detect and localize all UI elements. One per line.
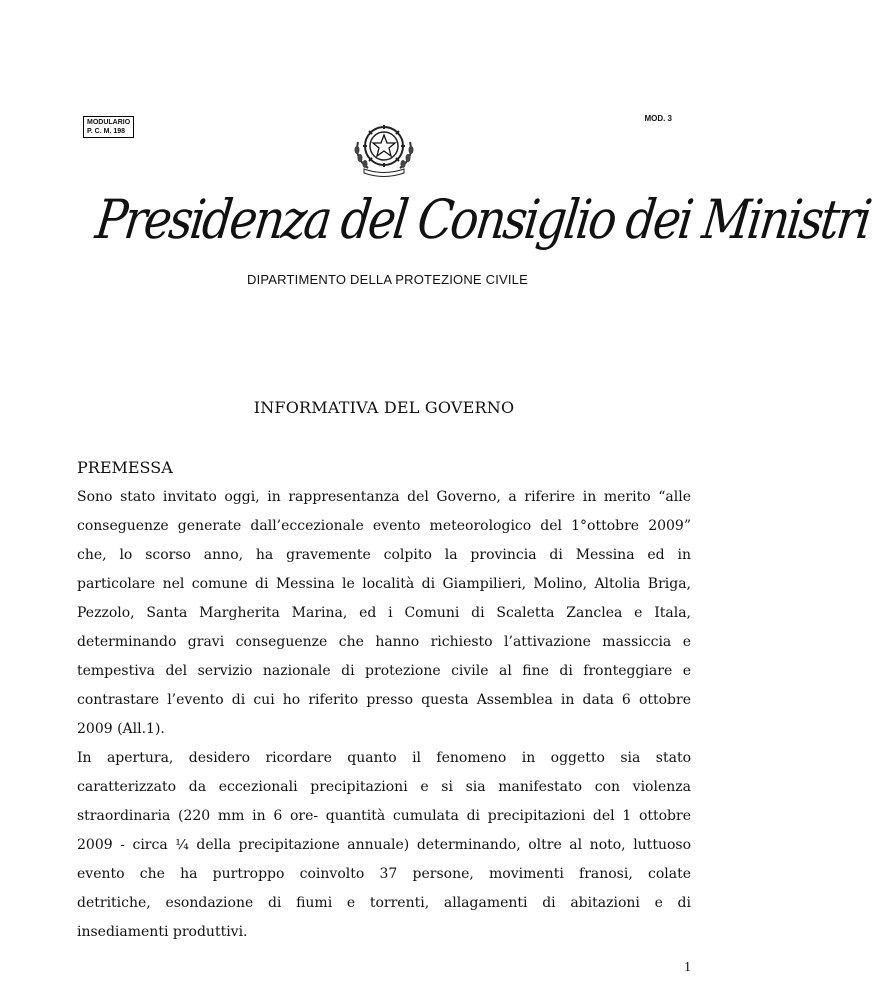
paragraph-line: caratterizzato da eccezionali precipitazioni e si sia manifestato con violenza xyxy=(77,779,691,795)
paragraph-line: Pezzolo, Santa Margherita Marina, ed i Comuni di Scaletta Zanclea e Itala, xyxy=(77,605,691,621)
paragraph-line: detritiche, esondazione di fiumi e torrenti, allagamenti di abitazioni e di xyxy=(77,895,691,911)
modulario-box xyxy=(83,116,134,138)
italian-republic-emblem-icon xyxy=(344,120,424,178)
paragraph-line: straordinaria (220 mm in 6 ore- quantità cumulata di precipitazioni del 1 ottobre xyxy=(77,808,691,824)
paragraph-line: insediamenti produttivi. xyxy=(77,924,248,940)
paragraph-line: In apertura, desidero ricordare quanto il fenomeno in oggetto sia stato xyxy=(77,750,691,766)
mod-label: MOD. 3 xyxy=(644,114,672,123)
modulario-code: P. C. M. 198 xyxy=(87,128,126,135)
paragraph-line: 2009 (All.1). xyxy=(77,721,165,737)
paragraph-line: determinando gravi conseguenze che hanno richiesto l’attivazione massiccia e xyxy=(77,634,691,650)
department-name: DIPARTIMENTO DELLA PROTEZIONE CIVILE xyxy=(247,272,528,287)
paragraph-line: contrastare l’evento di cui ho riferito presso questa Assemblea in data 6 ottobre xyxy=(77,692,691,708)
paragraph-line: 2009 - circa ¼ della precipitazione annuale) determinando, oltre al noto, luttuoso xyxy=(77,837,691,853)
paragraph-line: Sono stato invitato oggi, in rappresentanza del Governo, a riferire in merito “alle xyxy=(77,489,691,505)
paragraph-line: che, lo scorso anno, ha gravemente colpito la provincia di Messina ed in xyxy=(77,547,691,563)
paragraph-line: particolare nel comune di Messina le località di Giampilieri, Molino, Altolia Briga, xyxy=(77,576,691,592)
paragraph-line: conseguenze generate dall’eccezionale evento meteorologico del 1°ottobre 2009” xyxy=(77,518,691,534)
paragraph-line: evento che ha purtroppo coinvolto 37 persone, movimenti franosi, colate xyxy=(77,866,691,882)
paragraph-line: tempestiva del servizio nazionale di protezione civile al fine di fronteggiare e xyxy=(77,663,691,679)
institution-name: Presidenza del Consiglio dei Ministri xyxy=(92,188,873,251)
section-heading: PREMESSA xyxy=(77,458,173,477)
modulario-label: MODULARIO xyxy=(87,119,131,126)
document-title: INFORMATIVA DEL GOVERNO xyxy=(253,398,515,417)
page-number: 1 xyxy=(684,960,691,975)
